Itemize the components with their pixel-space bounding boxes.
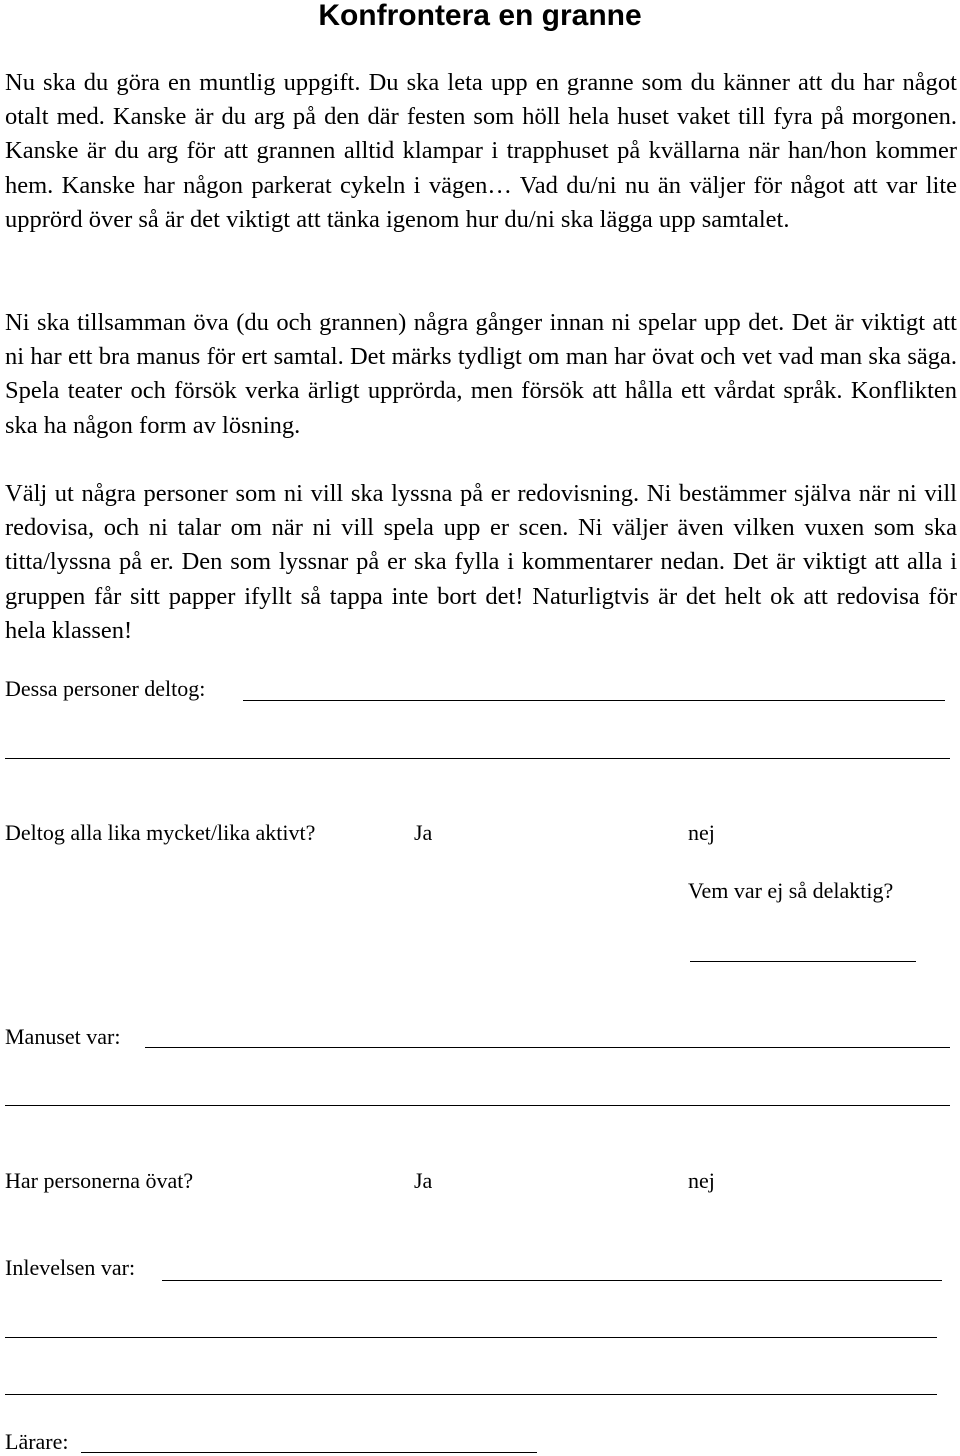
immersion-answer-line-2[interactable] bbox=[5, 1337, 937, 1338]
script-label: Manuset var: bbox=[5, 1024, 121, 1049]
teacher-label: Lärare: bbox=[5, 1429, 69, 1454]
teacher-answer-line[interactable] bbox=[81, 1452, 537, 1453]
who-less-involved-answer-line[interactable] bbox=[690, 961, 916, 962]
audience-paragraph: Välj ut några personer som ni vill ska lyssna på er redovisning. Ni bestämmer själva när ni vill redovisa, och ni talar om när ni vill spela upp er scen. Ni väljer även vilken vuxen som ska titta/lyssna på er. Den som lyssnar på er ska fylla i kommentarer nedan. Det är viktigt att alla i gruppen får sitt papper ifyllt så tappa inte bort det! Naturligtvis är det helt ok att redovisa för hela klassen! bbox=[5, 480, 957, 644]
equal-participation-yes[interactable]: Ja bbox=[414, 820, 433, 845]
script-answer-line-2[interactable] bbox=[5, 1105, 950, 1106]
intro-paragraph: Nu ska du göra en muntlig uppgift. Du ska leta upp en granne som du känner att du har något otalt med. Kanske är du arg på den där festen som höll hela huset vaket till fyra på morgonen. Kanske är du arg för att grannen alltid klampar i trapphuset på kvällarna när han/hon kommer hem. Kanske har någon parkerat cykeln i vägen… Vad du/ni nu än väljer för något att var lite upprörd över så är det viktigt att tänka igenom hur du/ni ska lägga upp samtalet. bbox=[5, 69, 957, 233]
who-less-involved-label: Vem var ej så delaktig? bbox=[688, 878, 894, 903]
participants-label: Dessa personer deltog: bbox=[5, 676, 206, 701]
immersion-answer-line[interactable] bbox=[162, 1280, 942, 1281]
practiced-label: Har personerna övat? bbox=[5, 1168, 194, 1193]
participants-answer-line-2[interactable] bbox=[5, 758, 950, 759]
equal-participation-no[interactable]: nej bbox=[688, 820, 715, 845]
practiced-yes[interactable]: Ja bbox=[414, 1168, 433, 1193]
page-title: Konfrontera en granne bbox=[318, 0, 642, 32]
equal-participation-label: Deltog alla lika mycket/lika aktivt? bbox=[5, 820, 316, 845]
participants-answer-line[interactable] bbox=[243, 700, 945, 701]
practiced-no[interactable]: nej bbox=[688, 1168, 715, 1193]
immersion-label: Inlevelsen var: bbox=[5, 1255, 136, 1280]
practice-paragraph: Ni ska tillsamman öva (du och grannen) några gånger innan ni spelar upp det. Det är viktigt att ni har ett bra manus för ert samtal. Det märks tydligt om man har övat och vet vad man ska säga. Spela teater och försök verka ärligt upprörda, men försök att hålla ett vårdat språk. Konflikten ska ha någon form av lösning. bbox=[5, 309, 957, 439]
script-answer-line[interactable] bbox=[145, 1047, 950, 1048]
immersion-answer-line-3[interactable] bbox=[5, 1394, 937, 1395]
